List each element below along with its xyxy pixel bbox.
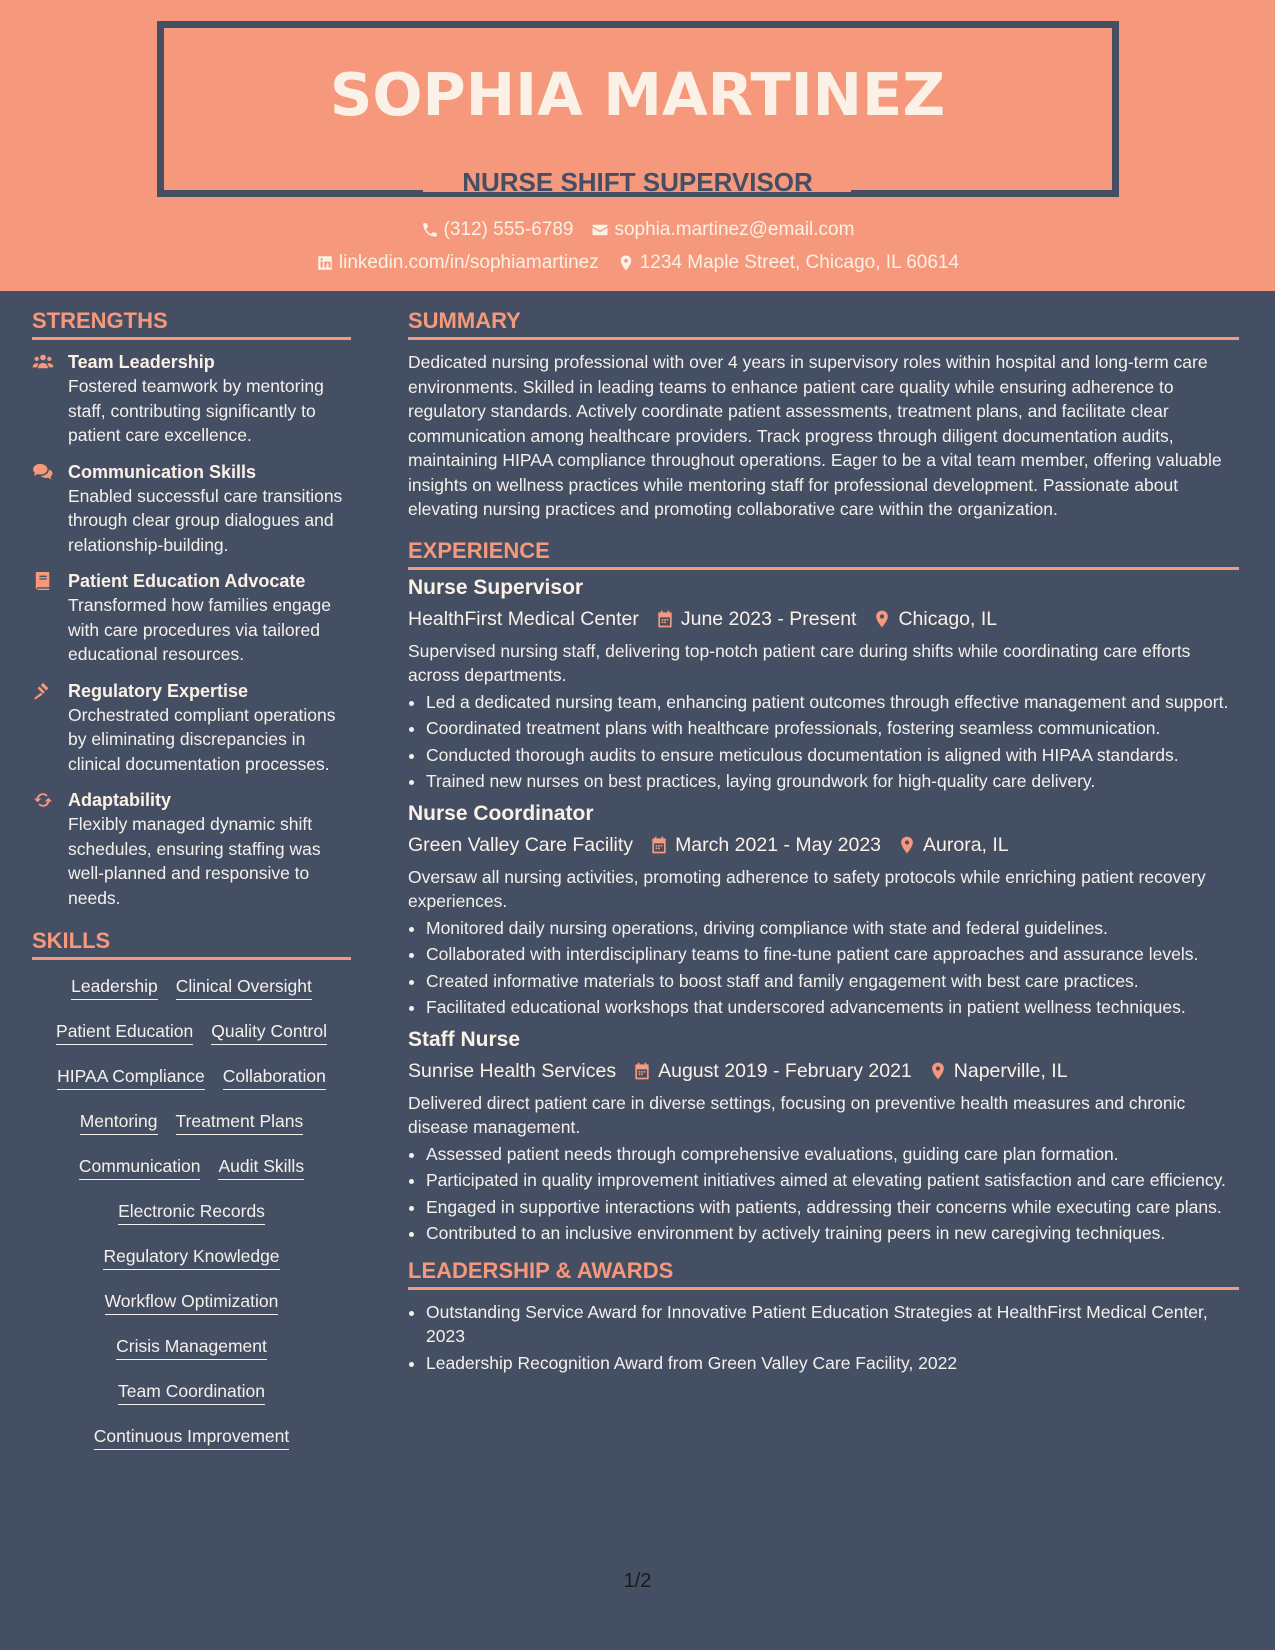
candidate-name: SOPHIA MARTINEZ bbox=[329, 60, 946, 129]
strength-desc: Flexibly managed dynamic shift schedules, ensuring staffing was well-planned and responsive to needs. bbox=[68, 814, 321, 908]
strengths-heading: STRENGTHS bbox=[32, 308, 351, 340]
map-marker-icon bbox=[872, 609, 892, 629]
phone-icon bbox=[421, 221, 439, 239]
page-number: 1/2 bbox=[623, 1570, 652, 1592]
job-location: Chicago, IL bbox=[898, 607, 998, 630]
job-bullet: • Conducted thorough audits to ensure meticulous documentation is aligned with HIPAA standards. bbox=[426, 743, 1239, 768]
right-column bbox=[408, 291, 1239, 1377]
skill-tag: Audit Skills bbox=[218, 1156, 304, 1180]
calendar-icon bbox=[655, 609, 675, 629]
job-description: Oversaw all nursing activities, promoting adherence to safety protocols while enriching patient recovery experiences. bbox=[408, 866, 1206, 911]
strength-item bbox=[32, 679, 351, 777]
job-entry bbox=[408, 1026, 1239, 1246]
job-company: HealthFirst Medical Center bbox=[408, 607, 639, 630]
phone-item bbox=[421, 219, 574, 241]
job-bullet: • Led a dedicated nursing team, enhancing patient outcomes through effective management and support. bbox=[426, 690, 1239, 715]
strength-desc: Fostered teamwork by mentoring staff, contributing significantly to patient care excellence. bbox=[68, 376, 324, 445]
strength-title: Communication Skills bbox=[68, 461, 257, 482]
award-item: • Outstanding Service Award for Innovative Patient Education Strategies at HealthFirst Medical Center, 2023 bbox=[426, 1300, 1239, 1349]
job-position: Staff Nurse bbox=[408, 1027, 521, 1051]
map-marker-icon bbox=[897, 835, 917, 855]
strength-item bbox=[32, 569, 351, 667]
address-item bbox=[617, 252, 959, 274]
job-bullet: • Collaborated with interdisciplinary teams to fine-tune patient care approaches and assurance levels. bbox=[426, 942, 1239, 967]
skill-tag: Workflow Optimization bbox=[105, 1291, 279, 1315]
job-bullet: • Created informative materials to boost staff and family engagement with best care practices. bbox=[426, 969, 1239, 994]
skill-tag: Regulatory Knowledge bbox=[103, 1246, 279, 1270]
email-item[interactable] bbox=[591, 219, 854, 241]
job-bullet: • Assessed patient needs through comprehensive evaluations, guiding care plan formation. bbox=[426, 1142, 1239, 1167]
job-location: Aurora, IL bbox=[923, 833, 1009, 856]
job-entry bbox=[408, 574, 1239, 794]
job-dates: August 2019 - February 2021 bbox=[658, 1059, 912, 1082]
job-company: Green Valley Care Facility bbox=[408, 833, 634, 856]
contact-row-2 bbox=[0, 252, 1275, 274]
job-bullet: • Monitored daily nursing operations, driving compliance with state and federal guidelines. bbox=[426, 916, 1239, 941]
header-banner bbox=[0, 0, 1275, 291]
map-marker-icon bbox=[928, 1061, 948, 1081]
skill-tag: Leadership bbox=[71, 976, 158, 1000]
strength-title: Adaptability bbox=[68, 790, 172, 810]
experience-heading: EXPERIENCE bbox=[408, 538, 1239, 570]
job-bullets bbox=[408, 1142, 1239, 1246]
job-description: Supervised nursing staff, delivering top-notch patient care during shifts while coordinating care efforts across departments. bbox=[408, 640, 1191, 685]
job-bullet: • Trained new nurses on best practices, laying groundwork for high-quality care delivery. bbox=[426, 769, 1239, 794]
strength-item bbox=[32, 460, 351, 558]
skills-heading: SKILLS bbox=[32, 928, 351, 960]
linkedin-text[interactable]: linkedin.com/in/sophiamartinez bbox=[338, 252, 599, 273]
job-description: Delivered direct patient care in diverse settings, focusing on preventive health measures and chronic disease management. bbox=[408, 1092, 1186, 1137]
users-icon bbox=[32, 353, 54, 371]
job-position: Nurse Coordinator bbox=[408, 801, 594, 825]
skill-tag: Continuous Improvement bbox=[94, 1426, 290, 1450]
linkedin-icon bbox=[316, 254, 334, 272]
address-text: 1234 Maple Street, Chicago, IL 60614 bbox=[639, 252, 960, 273]
award-item: • Leadership Recognition Award from Green Valley Care Facility, 2022 bbox=[426, 1351, 1239, 1376]
strength-title: Patient Education Advocate bbox=[68, 571, 306, 591]
skill-tag: Collaboration bbox=[223, 1066, 326, 1090]
sync-icon bbox=[32, 791, 54, 809]
awards-heading: LEADERSHIP & AWARDS bbox=[408, 1258, 1239, 1290]
skill-tag: Mentoring bbox=[80, 1111, 158, 1135]
job-bullets bbox=[408, 916, 1239, 1020]
calendar-icon bbox=[649, 835, 669, 855]
skill-tag: Team Coordination bbox=[118, 1381, 265, 1405]
strength-desc: Transformed how families engage with care procedures via tailored educational resources. bbox=[68, 595, 331, 664]
strength-desc: Orchestrated compliant operations by eliminating discrepancies in clinical documentation processes. bbox=[68, 704, 336, 774]
job-meta bbox=[408, 605, 1239, 633]
map-marker-icon bbox=[617, 254, 635, 272]
skill-tag: Communication bbox=[79, 1156, 201, 1180]
job-dates: June 2023 - Present bbox=[680, 607, 857, 630]
job-company: Sunrise Health Services bbox=[408, 1059, 617, 1082]
job-meta bbox=[408, 831, 1239, 859]
linkedin-item[interactable] bbox=[316, 252, 599, 274]
summary-text: Dedicated nursing professional with over 4 years in supervisory roles within hospital and long-term care environments. Skilled in leading teams to enhance patient care quality while ensuring adherence to regulatory standards. Actively coordinate patient assessments, treatment plans, and facilitate clear communication among healthcare providers. Track progress through diligent documentation audits, maintaining HIPAA compliance throughout operations. Eager to be a vital team member, offering valuable insights on wellness practices while mentoring staff for professional development. Passionate about elevating nursing practices and promoting collaborative care within the organization. bbox=[408, 352, 1222, 519]
email-text[interactable]: sophia.martinez@email.com bbox=[614, 219, 855, 240]
job-position: Nurse Supervisor bbox=[408, 575, 584, 599]
summary-heading: SUMMARY bbox=[408, 308, 1239, 340]
strength-desc: Enabled successful care transitions through clear group dialogues and relationship-building. bbox=[68, 485, 343, 555]
skill-tag: Crisis Management bbox=[116, 1336, 267, 1360]
phone-text: (312) 555-6789 bbox=[443, 219, 574, 240]
skill-tag: HIPAA Compliance bbox=[57, 1066, 205, 1090]
job-entry bbox=[408, 800, 1239, 1020]
job-title: NURSE SHIFT SUPERVISOR bbox=[462, 167, 813, 197]
comments-icon bbox=[32, 463, 54, 481]
strength-item bbox=[32, 350, 351, 448]
calendar-icon bbox=[632, 1061, 652, 1081]
envelope-icon bbox=[591, 221, 609, 239]
skill-tag: Clinical Oversight bbox=[176, 976, 312, 1000]
strength-item bbox=[32, 788, 351, 910]
left-column bbox=[32, 291, 351, 1471]
skill-tag: Patient Education bbox=[56, 1021, 193, 1045]
job-bullet: • Facilitated educational workshops that underscored advancements in patient wellness techniques. bbox=[426, 995, 1239, 1020]
gavel-icon bbox=[32, 682, 54, 700]
job-location: Naperville, IL bbox=[953, 1059, 1068, 1082]
contact-row-1 bbox=[0, 219, 1275, 241]
job-bullet: • Coordinated treatment plans with healthcare professionals, fostering seamless communication. bbox=[426, 716, 1239, 741]
job-bullet: • Contributed to an inclusive environment by actively training peers in new caregiving techniques. bbox=[426, 1221, 1239, 1246]
skill-tag: Treatment Plans bbox=[176, 1111, 304, 1135]
strength-title: Team Leadership bbox=[68, 352, 215, 372]
job-meta bbox=[408, 1057, 1239, 1085]
skill-tag: Electronic Records bbox=[118, 1201, 265, 1225]
job-dates: March 2021 - May 2023 bbox=[675, 833, 882, 856]
job-bullet: • Participated in quality improvement initiatives aimed at elevating patient satisfaction and care efficiency. bbox=[426, 1168, 1239, 1193]
strength-title: Regulatory Expertise bbox=[68, 680, 249, 701]
skill-tag: Quality Control bbox=[211, 1021, 327, 1045]
skills-list bbox=[32, 970, 351, 1471]
job-bullets bbox=[408, 690, 1239, 794]
book-icon bbox=[32, 572, 54, 590]
job-bullet: • Engaged in supportive interactions with patients, addressing their concerns while executing care plans. bbox=[426, 1195, 1239, 1220]
awards-list bbox=[408, 1300, 1239, 1376]
